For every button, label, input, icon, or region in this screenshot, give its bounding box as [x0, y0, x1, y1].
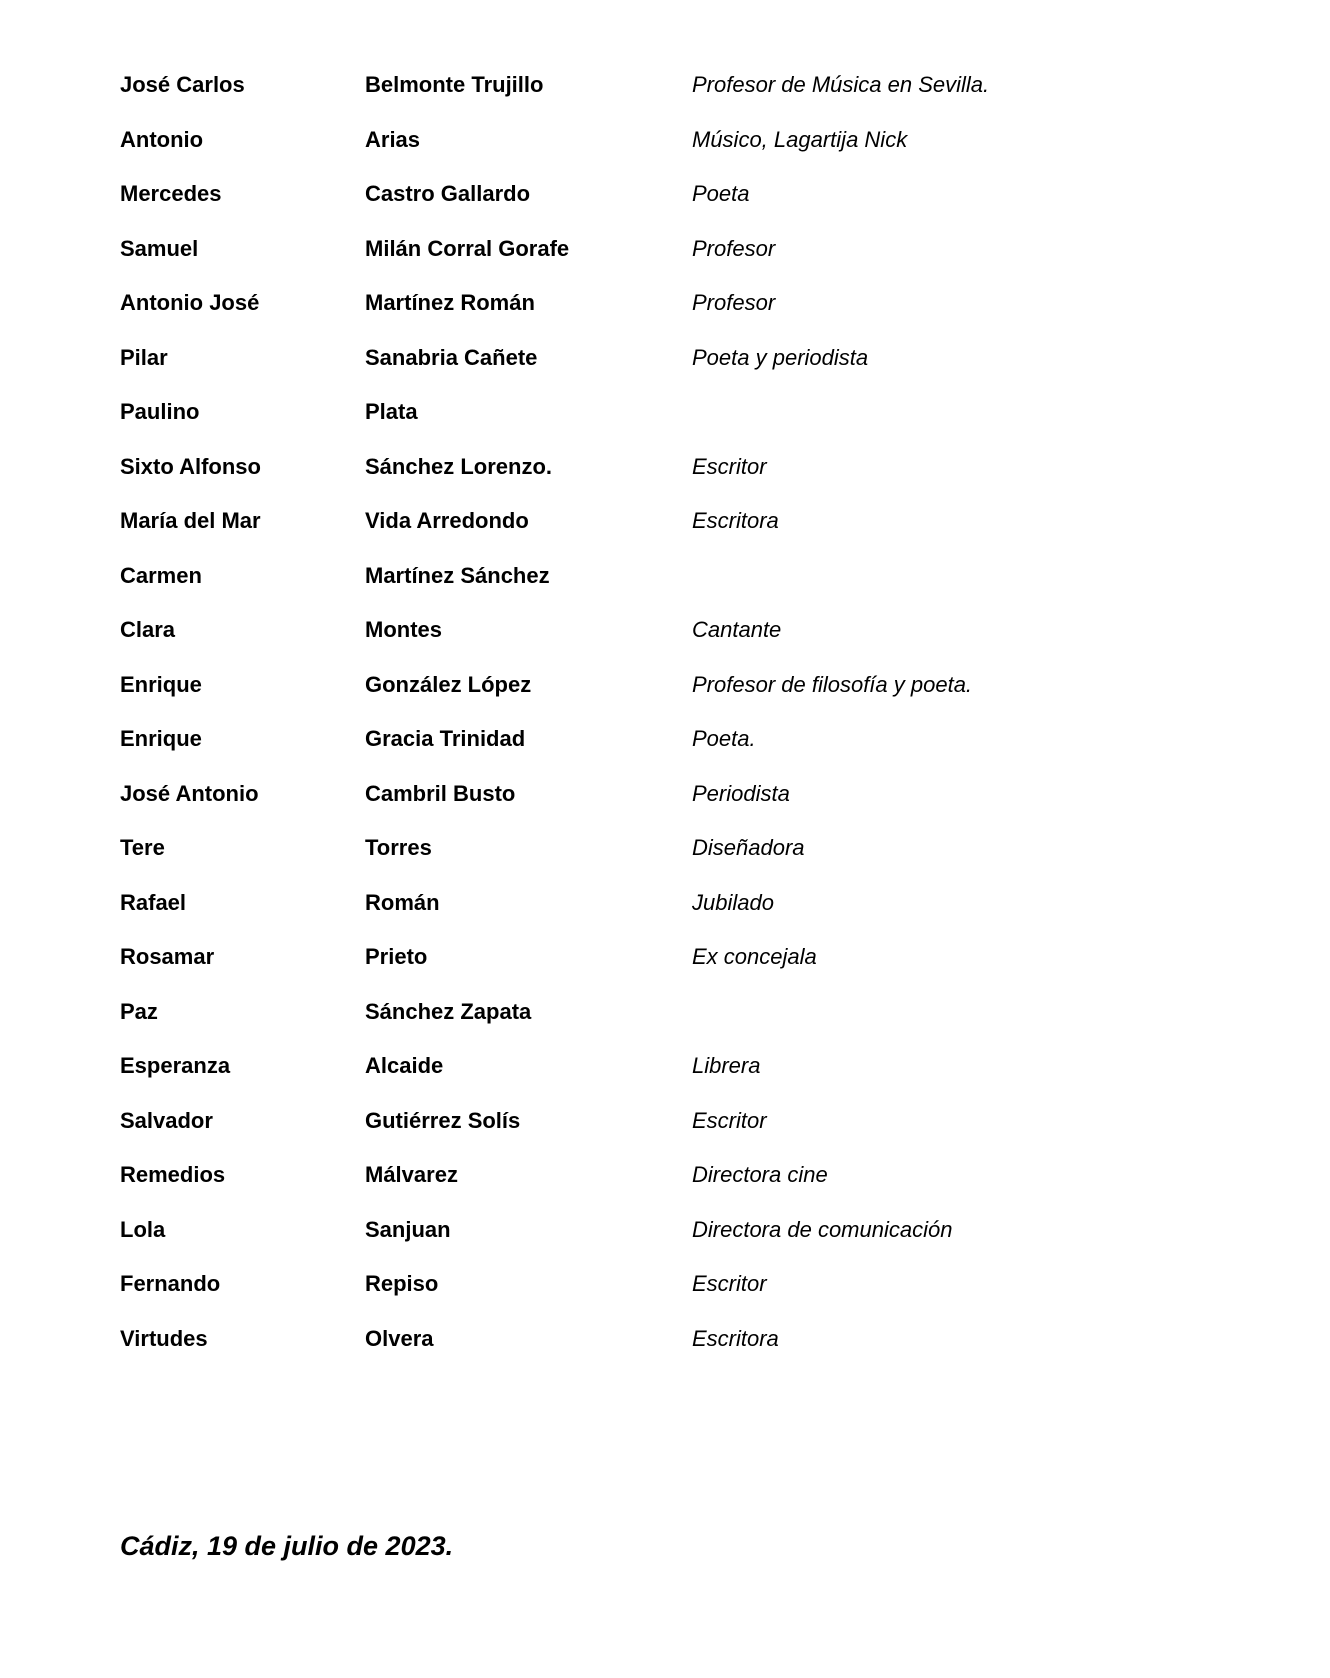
signatory-row — [120, 508, 1220, 563]
first-name: Fernando — [120, 1271, 221, 1296]
first-name: Carmen — [120, 562, 202, 588]
first-name: José Antonio — [120, 780, 259, 806]
last-name: Prieto — [365, 944, 428, 969]
last-name: Gracia Trinidad — [365, 726, 526, 751]
signatory-row — [120, 781, 1220, 836]
first-name: Enrique — [120, 726, 202, 751]
occupation: Periodista — [692, 780, 790, 806]
signatory-row — [120, 1326, 1220, 1381]
occupation: Cantante — [692, 617, 782, 642]
last-name: Gutiérrez Solís — [365, 1107, 521, 1133]
last-name: Torres — [365, 835, 432, 860]
signatory-row — [120, 617, 1220, 672]
last-name: Vida Arredondo — [365, 508, 529, 533]
occupation: Poeta. — [692, 726, 756, 751]
signatory-row — [120, 1162, 1220, 1217]
first-name: Enrique — [120, 671, 202, 697]
first-name: Rafael — [120, 889, 187, 915]
signatory-row — [120, 454, 1220, 509]
last-name: Alcaide — [365, 1053, 444, 1078]
last-name: Martínez Román — [365, 290, 535, 315]
first-name: Samuel — [120, 235, 199, 261]
first-name: Esperanza — [120, 1053, 231, 1078]
signatory-row — [120, 1217, 1220, 1272]
last-name: Montes — [365, 617, 442, 642]
last-name: Sánchez Lorenzo. — [365, 453, 553, 479]
occupation: Poeta — [692, 181, 750, 206]
signatory-row — [120, 1271, 1220, 1326]
occupation: Escritora — [692, 508, 779, 533]
last-name: Sanabria Cañete — [365, 344, 538, 370]
occupation: Escritor — [692, 1107, 767, 1133]
signatory-row — [120, 563, 1220, 618]
signatory-row — [120, 127, 1220, 182]
signatory-row — [120, 399, 1220, 454]
first-name: Antonio José — [120, 290, 260, 315]
occupation: Músico, Lagartija Nick — [692, 126, 908, 152]
signatory-row — [120, 290, 1220, 345]
first-name: Virtudes — [120, 1325, 208, 1351]
first-name: Tere — [120, 835, 165, 860]
signatory-row — [120, 72, 1220, 127]
signatory-row — [120, 890, 1220, 945]
last-name: Belmonte Trujillo — [365, 72, 544, 97]
signatory-row — [120, 1053, 1220, 1108]
last-name: Arias — [365, 126, 421, 152]
last-name: Málvarez — [365, 1162, 458, 1187]
occupation: Poeta y periodista — [692, 344, 869, 370]
first-name: Antonio — [120, 126, 204, 152]
occupation: Escritora — [692, 1325, 779, 1351]
occupation: Profesor de Música en Sevilla. — [692, 72, 990, 97]
first-name: Paz — [120, 998, 158, 1024]
occupation: Directora cine — [692, 1162, 828, 1187]
first-name: José Carlos — [120, 72, 245, 97]
signatory-row — [120, 999, 1220, 1054]
first-name: Pilar — [120, 344, 168, 370]
signatory-row — [120, 726, 1220, 781]
signatory-row — [120, 236, 1220, 291]
occupation: Profesor de filosofía y poeta. — [692, 671, 973, 697]
last-name: Román — [365, 889, 440, 915]
last-name: Repiso — [365, 1271, 439, 1296]
occupation: Escritor — [692, 453, 767, 479]
signatories-list — [120, 72, 1220, 1380]
last-name: Plata — [365, 399, 418, 424]
first-name: Sixto Alfonso — [120, 453, 261, 479]
last-name: González López — [365, 671, 532, 697]
last-name: Milán Corral Gorafe — [365, 235, 570, 261]
first-name: Mercedes — [120, 181, 222, 206]
occupation: Librera — [692, 1053, 761, 1078]
last-name: Castro Gallardo — [365, 181, 531, 206]
occupation: Escritor — [692, 1271, 767, 1296]
last-name: Sanjuan — [365, 1216, 451, 1242]
signatory-row — [120, 944, 1220, 999]
signatory-row — [120, 181, 1220, 236]
first-name: Paulino — [120, 399, 200, 424]
first-name: Salvador — [120, 1107, 213, 1133]
first-name: María del Mar — [120, 508, 261, 533]
last-name: Cambril Busto — [365, 780, 516, 806]
last-name: Olvera — [365, 1325, 434, 1351]
last-name: Sánchez Zapata — [365, 998, 532, 1024]
occupation: Ex concejala — [692, 944, 817, 969]
occupation: Directora de comunicación — [692, 1216, 953, 1242]
signatory-row — [120, 1108, 1220, 1163]
place-date: Cádiz, 19 de julio de 2023. — [120, 1531, 454, 1561]
occupation: Diseñadora — [692, 835, 805, 860]
occupation: Profesor — [692, 290, 776, 315]
last-name: Martínez Sánchez — [365, 562, 550, 588]
first-name: Lola — [120, 1216, 166, 1242]
occupation: Profesor — [692, 235, 776, 261]
occupation: Jubilado — [692, 889, 774, 915]
first-name: Clara — [120, 617, 176, 642]
signatory-row — [120, 345, 1220, 400]
signatory-row — [120, 672, 1220, 727]
first-name: Remedios — [120, 1162, 226, 1187]
first-name: Rosamar — [120, 944, 215, 969]
signatory-row — [120, 835, 1220, 890]
